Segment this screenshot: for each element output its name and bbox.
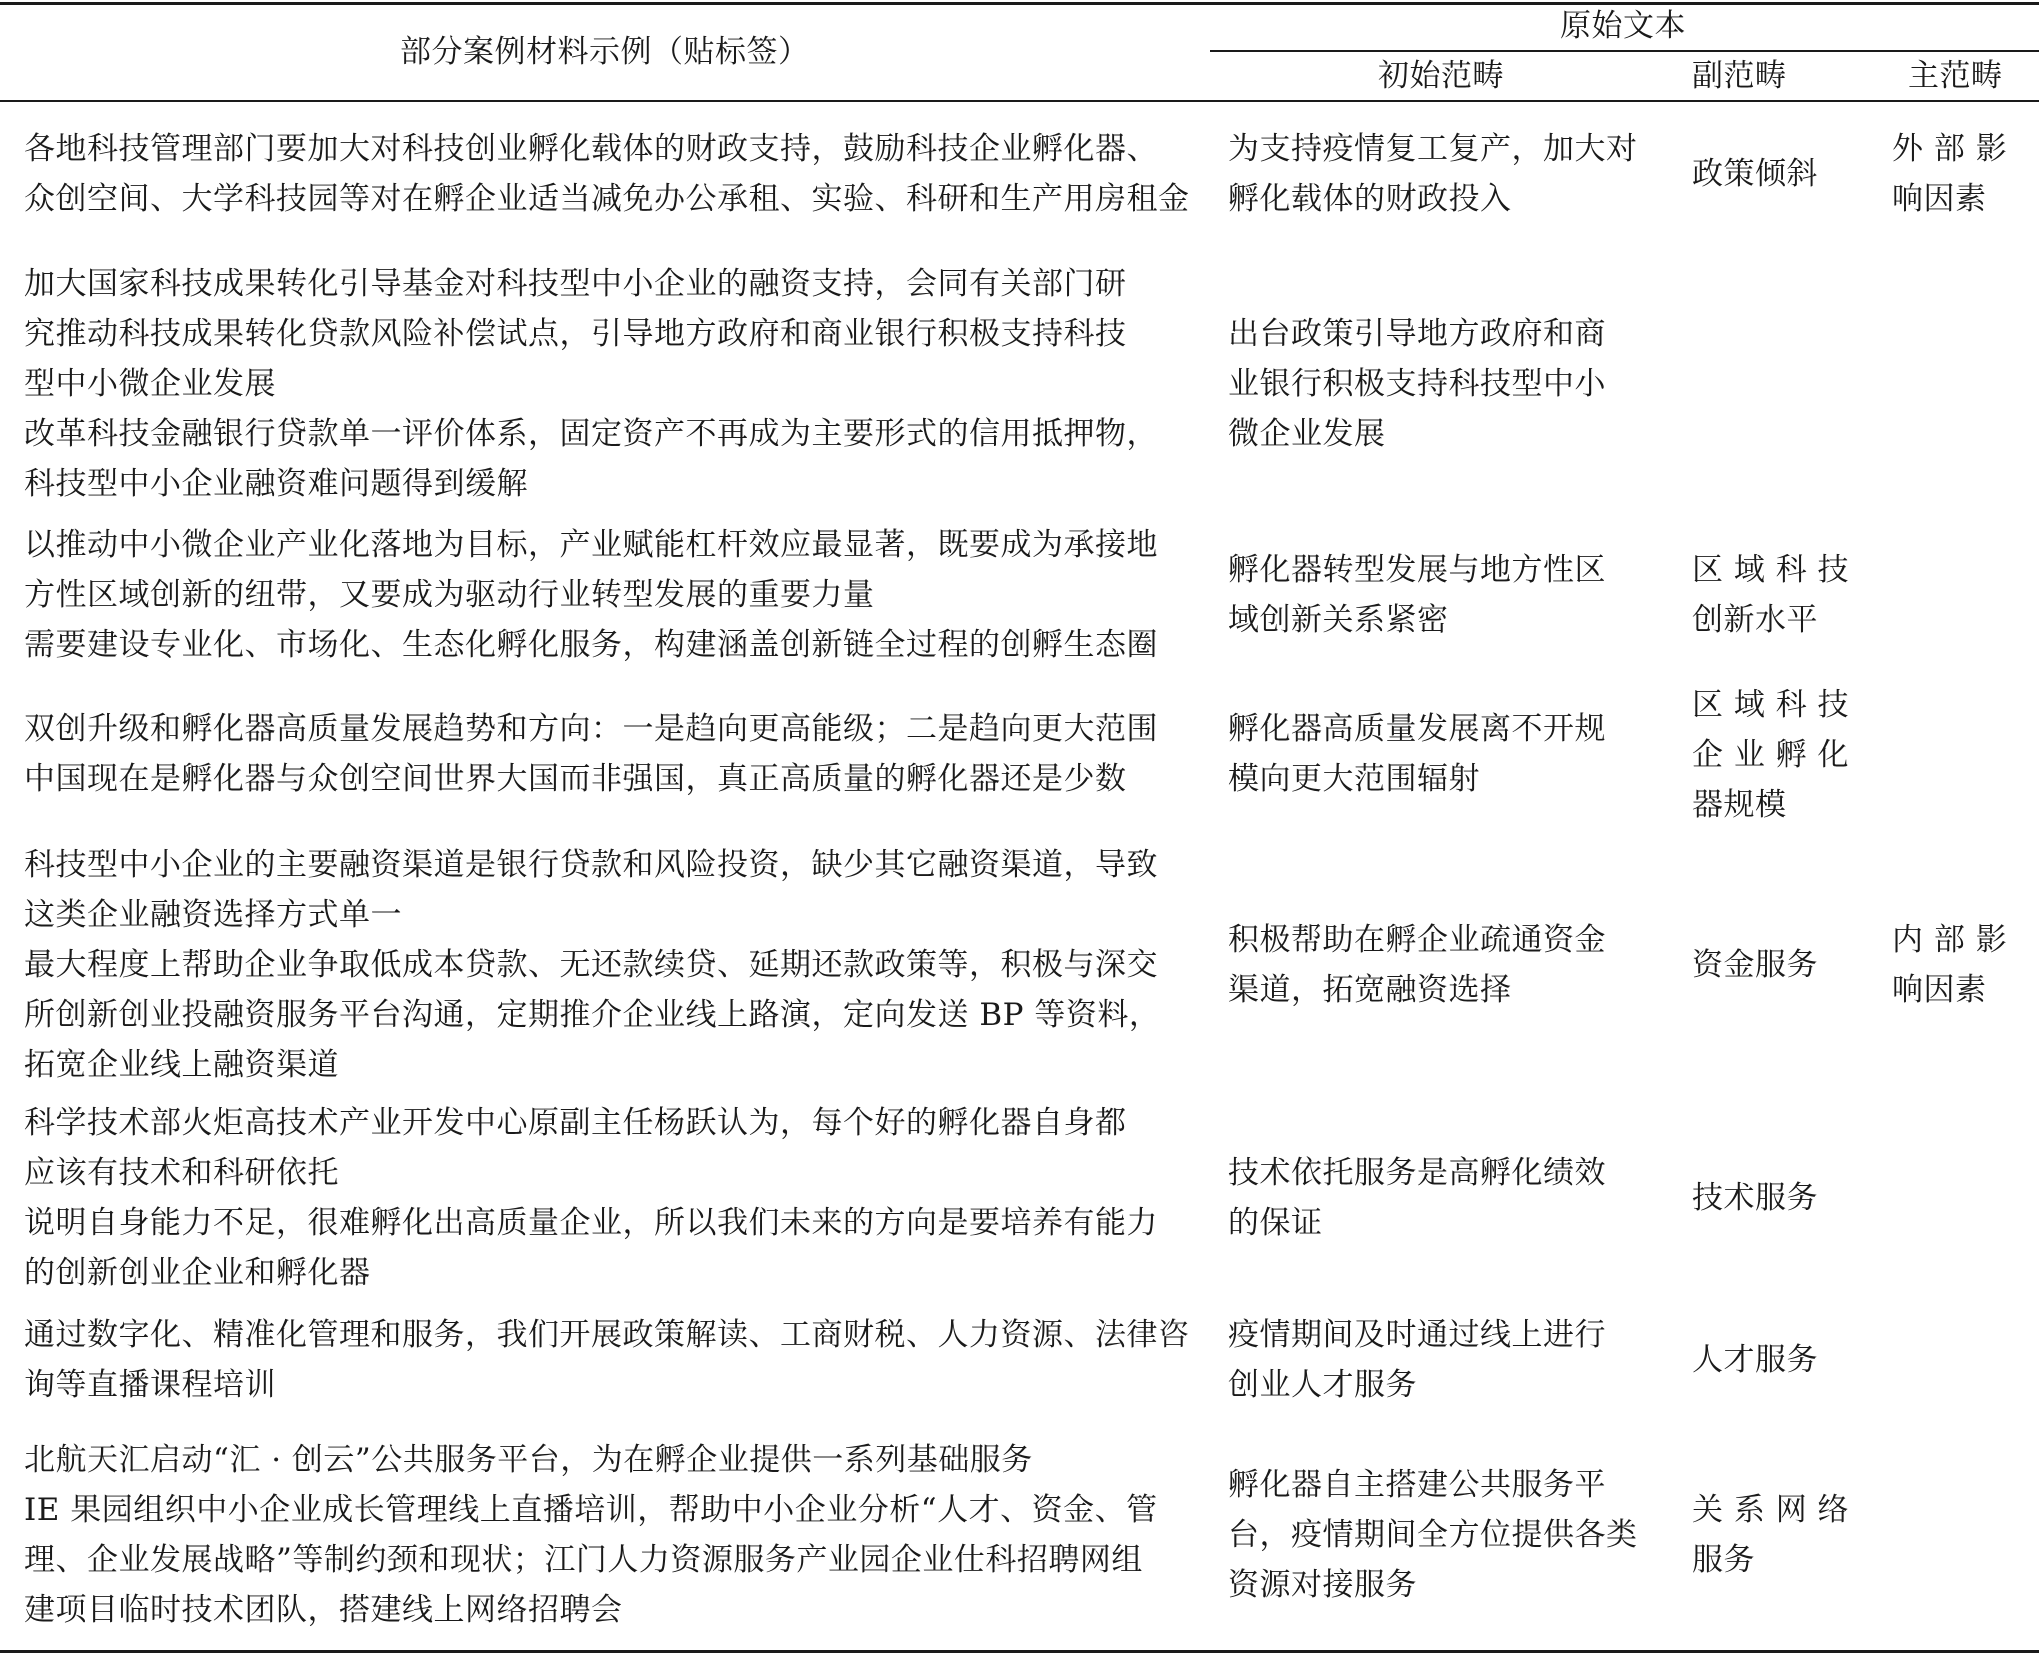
row-6-sub-category: [1692, 1173, 1818, 1223]
example-line: 众创空间、大学科技园等对在孵企业适当减免办公承租、实验、科研和生产用房租金: [24, 181, 1190, 217]
row-5-main-category: [1892, 915, 2007, 1015]
sub-line: 服务: [1692, 1542, 1755, 1578]
example-line: 说明自身能力不足，很难孵化出高质量企业，所以我们未来的方向是要培养有能力: [24, 1205, 1158, 1241]
top-rule: [0, 2, 2039, 5]
header-initial-category: 初始范畴: [1378, 58, 1504, 94]
row-1-initial-category: [1228, 124, 1638, 224]
example-line: IE 果园组织中小企业成长管理线上直播培训，帮助中小企业分析“人才、资金、管: [24, 1492, 1158, 1528]
header-rule: [0, 100, 2039, 102]
header-sub-category: 副范畴: [1692, 58, 1787, 94]
initial-line: 模向更大范围辐射: [1228, 761, 1480, 797]
row-1-main-category: [1892, 124, 2007, 224]
row-7-examples: [24, 1310, 1190, 1410]
initial-line: 渠道，拓宽融资选择: [1228, 972, 1512, 1008]
sub-line: 人才服务: [1692, 1342, 1818, 1378]
main-line: 响因素: [1892, 972, 1987, 1008]
row-7-initial-category: [1228, 1310, 1606, 1410]
example-line: 所创新创业投融资服务平台沟通，定期推介企业线上路演，定向发送 BP 等资料，: [24, 997, 1161, 1033]
row-2-initial-category: [1228, 309, 1606, 459]
sub-line: 创新水平: [1692, 602, 1818, 638]
initial-line: 孵化器自主搭建公共服务平: [1228, 1467, 1606, 1503]
row-3-examples: [24, 520, 1158, 670]
row-4-initial-category: [1228, 704, 1606, 804]
row-6-examples: [24, 1098, 1158, 1298]
example-line: 最大程度上帮助企业争取低成本贷款、无还款续贷、延期还款政策等，积极与深交: [24, 947, 1158, 983]
example-line: 科学技术部火炬高技术产业开发中心原副主任杨跃认为，每个好的孵化器自身都: [24, 1105, 1127, 1141]
row-7-sub-category: [1692, 1335, 1818, 1385]
initial-line: 孵化载体的财政投入: [1228, 181, 1512, 217]
example-line: 双创升级和孵化器高质量发展趋势和方向：一是趋向更高能级；二是趋向更大范围: [24, 711, 1158, 747]
example-line: 应该有技术和科研依托: [24, 1155, 339, 1191]
example-line: 拓宽企业线上融资渠道: [24, 1047, 339, 1083]
sub-line: 区 域 科 技: [1692, 687, 1850, 723]
row-3-initial-category: [1228, 545, 1606, 645]
initial-line: 孵化器高质量发展离不开规: [1228, 711, 1606, 747]
example-line: 科技型中小企业融资难问题得到缓解: [24, 466, 528, 502]
main-line: 外 部 影: [1892, 131, 2008, 167]
sub-line: 政策倾斜: [1692, 156, 1818, 192]
example-line: 北航天汇启动“汇 · 创云”公共服务平台，为在孵企业提供一系列基础服务: [24, 1442, 1033, 1478]
example-line: 建项目临时技术团队，搭建线上网络招聘会: [24, 1592, 623, 1628]
initial-line: 的保证: [1228, 1205, 1323, 1241]
bottom-rule: [0, 1650, 2039, 1653]
example-line: 的创新创业企业和孵化器: [24, 1255, 371, 1291]
initial-line: 资源对接服务: [1228, 1567, 1417, 1603]
initial-line: 域创新关系紧密: [1228, 602, 1449, 638]
example-line: 中国现在是孵化器与众创空间世界大国而非强国，真正高质量的孵化器还是少数: [24, 761, 1127, 797]
example-line: 需要建设专业化、市场化、生态化孵化服务，构建涵盖创新链全过程的创孵生态圈: [24, 627, 1158, 663]
initial-line: 台，疫情期间全方位提供各类: [1228, 1517, 1638, 1553]
initial-line: 积极帮助在孵企业疏通资金: [1228, 922, 1606, 958]
initial-line: 微企业发展: [1228, 416, 1386, 452]
example-line: 改革科技金融银行贷款单一评价体系，固定资产不再成为主要形式的信用抵押物，: [24, 416, 1158, 452]
header-main-category: 主范畴: [1908, 58, 2003, 94]
example-line: 以推动中小微企业产业化落地为目标，产业赋能杠杆效应最显著，既要成为承接地: [24, 527, 1158, 563]
initial-line: 孵化器转型发展与地方性区: [1228, 552, 1606, 588]
example-line: 理、企业发展战略”等制约颈和现状；江门人力资源服务产业园企业仕科招聘网组: [24, 1542, 1143, 1578]
sub-line: 资金服务: [1692, 947, 1818, 983]
row-4-sub-category: [1692, 680, 1849, 830]
row-8-sub-category: [1692, 1485, 1849, 1585]
example-line: 这类企业融资选择方式单一: [24, 897, 402, 933]
initial-line: 创业人才服务: [1228, 1367, 1417, 1403]
main-line: 内 部 影: [1892, 922, 2008, 958]
example-line: 加大国家科技成果转化引导基金对科技型中小企业的融资支持，会同有关部门研: [24, 266, 1127, 302]
row-1-sub-category: [1692, 149, 1818, 199]
main-line: 响因素: [1892, 181, 1987, 217]
sub-line: 区 域 科 技: [1692, 552, 1850, 588]
row-8-initial-category: [1228, 1460, 1638, 1610]
row-2-examples: [24, 259, 1158, 509]
row-5-examples: [24, 840, 1160, 1090]
header-examples: 部分案例材料示例（贴标签）: [400, 34, 810, 70]
sub-line: 技术服务: [1692, 1180, 1818, 1216]
row-3-sub-category: [1692, 545, 1849, 645]
row-8-examples: [24, 1435, 1158, 1635]
example-line: 究推动科技成果转化贷款风险补偿试点，引导地方政府和商业银行积极支持科技: [24, 316, 1127, 352]
sub-line: 企 业 孵 化: [1692, 737, 1850, 773]
example-line: 各地科技管理部门要加大对科技创业孵化载体的财政支持，鼓励科技企业孵化器、: [24, 131, 1158, 167]
example-line: 方性区域创新的纽带，又要成为驱动行业转型发展的重要力量: [24, 577, 875, 613]
sub-line: 器规模: [1692, 787, 1787, 823]
initial-line: 技术依托服务是高孵化绩效: [1228, 1155, 1606, 1191]
initial-line: 疫情期间及时通过线上进行: [1228, 1317, 1606, 1353]
initial-line: 业银行积极支持科技型中小: [1228, 366, 1606, 402]
row-5-initial-category: [1228, 915, 1606, 1015]
header-original-text: 原始文本: [1560, 8, 1686, 44]
row-4-examples: [24, 704, 1158, 804]
row-5-sub-category: [1692, 940, 1818, 990]
initial-line: 出台政策引导地方政府和商: [1228, 316, 1606, 352]
row-6-initial-category: [1228, 1148, 1606, 1248]
group-rule: [1210, 50, 2039, 52]
example-line: 通过数字化、精准化管理和服务，我们开展政策解读、工商财税、人力资源、法律咨: [24, 1317, 1190, 1353]
example-line: 询等直播课程培训: [24, 1367, 276, 1403]
row-1-examples: [24, 124, 1190, 224]
sub-line: 关 系 网 络: [1692, 1492, 1850, 1528]
initial-line: 为支持疫情复工复产，加大对: [1228, 131, 1638, 167]
example-line: 科技型中小企业的主要融资渠道是银行贷款和风险投资，缺少其它融资渠道，导致: [24, 847, 1158, 883]
example-line: 型中小微企业发展: [24, 366, 276, 402]
